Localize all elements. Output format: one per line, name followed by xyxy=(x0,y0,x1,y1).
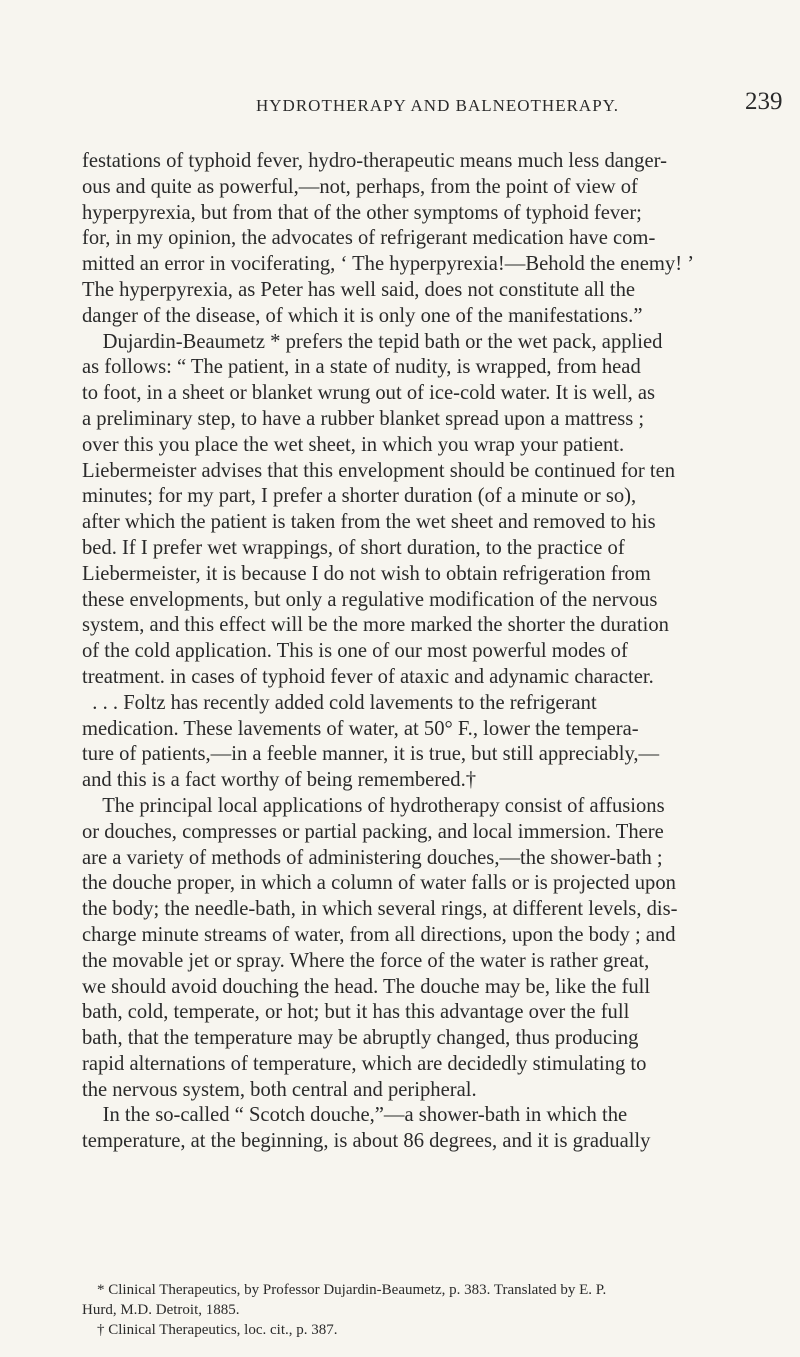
text-line: bed. If I prefer wet wrappings, of short duration, to the practice of xyxy=(82,536,625,559)
text-line: temperature, at the beginning, is about 86 degrees, and it is gradually xyxy=(82,1130,651,1153)
running-head: HYDROTHERAPY AND BALNEOTHERAPY. xyxy=(256,96,619,115)
footnotes xyxy=(82,1280,606,1340)
text-line: a preliminary step, to have a rubber blanket spread upon a mattress ; xyxy=(82,407,645,430)
text-line: bath, that the temperature may be abruptly changed, thus producing xyxy=(82,1027,639,1050)
text-line: medication. These lavements of water, at 50° F., lower the tempera- xyxy=(82,717,639,740)
text-line: or douches, compresses or partial packing, and local immersion. There xyxy=(82,820,664,843)
text-line: we should avoid douching the head. The douche may be, like the full xyxy=(82,975,651,998)
text-line: In the so-called “ Scotch douche,”—a shower-bath in which the xyxy=(82,1104,628,1127)
text-line: treatment. in cases of typhoid fever of ataxic and adynamic character. xyxy=(82,665,654,688)
footnote-line: Hurd, M.D. Detroit, 1885. xyxy=(82,1302,240,1318)
text-line: the nervous system, both central and peripheral. xyxy=(82,1078,477,1101)
text-line: Liebermeister advises that this envelopment should be continued for ten xyxy=(82,459,676,482)
text-line: over this you place the wet sheet, in which you wrap your patient. xyxy=(82,433,625,456)
text-line: the movable jet or spray. Where the force of the water is rather great, xyxy=(82,949,650,972)
text-line: danger of the disease, of which it is only one of the manifestations.” xyxy=(82,304,643,327)
text-line: minutes; for my part, I prefer a shorter duration (of a minute or so), xyxy=(82,485,637,508)
footnote-line: † Clinical Therapeutics, loc. cit., p. 387. xyxy=(82,1322,338,1338)
text-line: bath, cold, temperate, or hot; but it has this advantage over the full xyxy=(82,1001,630,1024)
text-line: hyperpyrexia, but from that of the other symptoms of typhoid fever; xyxy=(82,201,642,224)
text-line: The hyperpyrexia, as Peter has well said, does not constitute all the xyxy=(82,278,636,301)
text-line: after which the patient is taken from the wet sheet and removed to his xyxy=(82,511,656,534)
text-line: and this is a fact worthy of being remembered.† xyxy=(82,769,477,792)
text-line: rapid alternations of temperature, which are decidedly stimulating to xyxy=(82,1052,647,1075)
text-line: The principal local applications of hydrotherapy consist of affusions xyxy=(82,794,665,817)
text-line: are a variety of methods of administering douches,—the shower-bath ; xyxy=(82,846,663,869)
page-number: 239 xyxy=(745,88,783,115)
text-line: ture of patients,—in a feeble manner, it is true, but still appreciably,— xyxy=(82,743,660,766)
footnote-line: * Clinical Therapeutics, by Professor Dujardin-Beaumetz, p. 383. Translated by E. P. xyxy=(82,1282,607,1298)
text-line: . . . Foltz has recently added cold lavements to the refrigerant xyxy=(82,691,597,714)
text-line: these envelopments, but only a regulative modification of the nervous xyxy=(82,588,658,611)
text-line: charge minute streams of water, from all directions, upon the body ; and xyxy=(82,923,676,946)
text-line: Dujardin-Beaumetz * prefers the tepid bath or the wet pack, applied xyxy=(82,330,663,353)
body-text xyxy=(82,149,694,1155)
text-line: as follows: “ The patient, in a state of nudity, is wrapped, from head xyxy=(82,356,641,379)
text-line: of the cold application. This is one of our most powerful modes of xyxy=(82,640,628,663)
text-line: ous and quite as powerful,—not, perhaps, from the point of view of xyxy=(82,175,638,198)
text-line: festations of typhoid fever, hydro-therapeutic means much less danger- xyxy=(82,150,667,172)
text-line: to foot, in a sheet or blanket wrung out of ice-cold water. It is well, as xyxy=(82,382,656,405)
text-line: Liebermeister, it is because I do not wish to obtain refrigeration from xyxy=(82,562,651,585)
text-line: the body; the needle-bath, in which several rings, at different levels, dis- xyxy=(82,898,678,921)
text-line: for, in my opinion, the advocates of refrigerant medication have com- xyxy=(82,227,656,250)
text-line: mitted an error in vociferating, ‘ The hyperpyrexia!—Behold the enemy! ’ xyxy=(82,253,695,276)
text-line: the douche proper, in which a column of water falls or is projected upon xyxy=(82,872,676,895)
text-line: system, and this effect will be the more marked the shorter the duration xyxy=(82,614,669,637)
